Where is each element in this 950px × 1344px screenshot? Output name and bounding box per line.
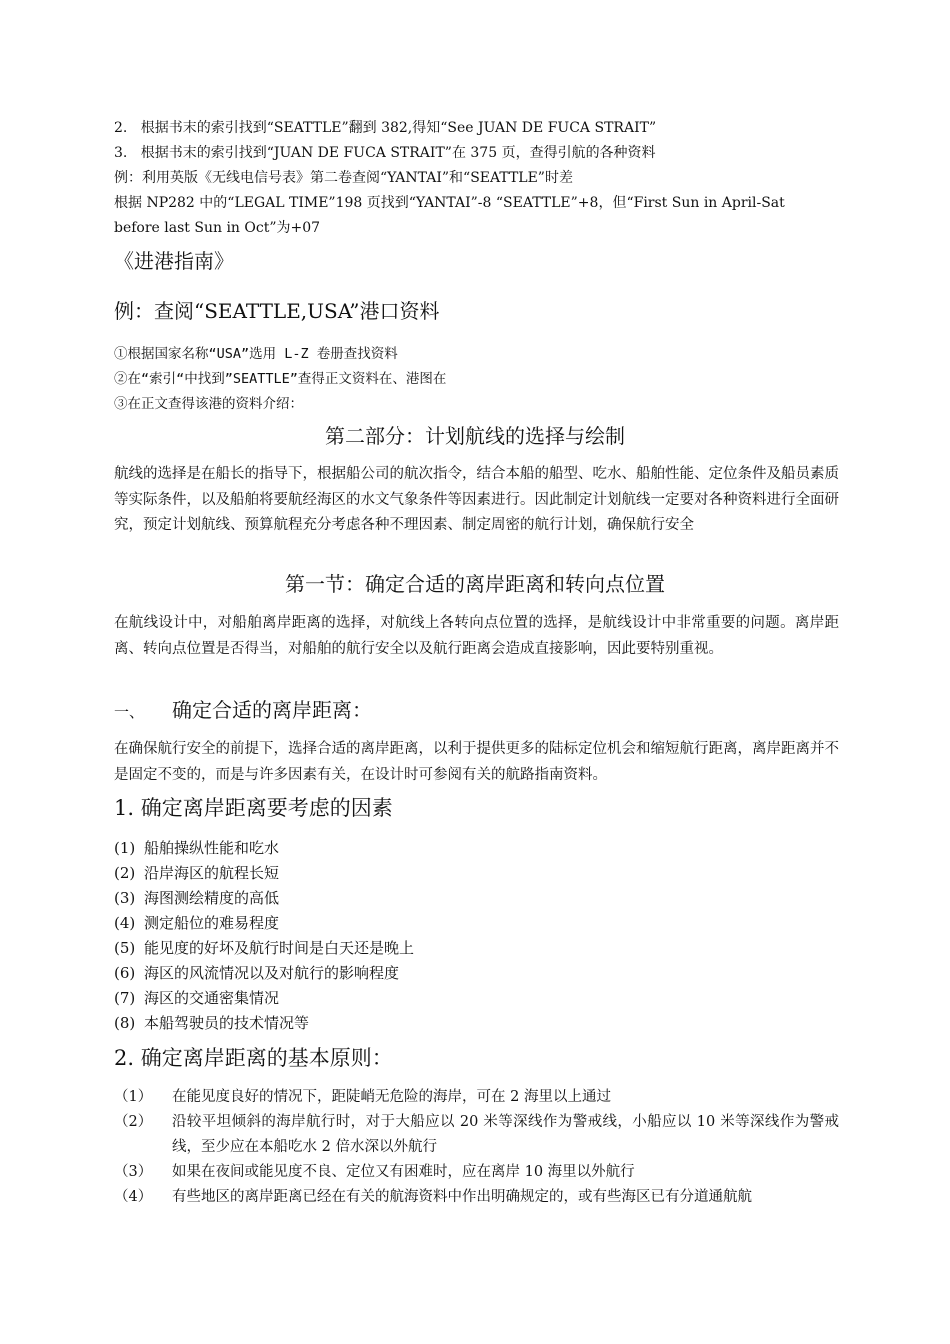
example-heading: 例：查阅“SEATTLE,USA”港口资料 xyxy=(114,299,440,323)
factor-item xyxy=(114,862,279,883)
legal-time-line: 根据 NP282 中的“LEGAL TIME”198 页找到“YANTAI”-8 “SEATTLE”+8，但“First Sun in April-Sat xyxy=(114,195,785,211)
part2-paragraph: 航线的选择是在船长的指导下，根据船公司的航次指令，结合本船的船型、吃水、船舶性能、定位条件及船员素质等实际条件，以及船舶将要航经海区的水文气象条件等因素进行。因此制定计划航线一定要对各种资料进行全面研究，预定计划航线、预算航程充分考虑各种不理因素、制定周密的航行计划，确保航行安全 xyxy=(114,466,839,533)
factor-number: (5) xyxy=(114,939,136,957)
radio-signal-example: 例：利用英版《无线电信号表》第二卷查阅“YANTAI”和“SEATTLE”时差 xyxy=(114,170,573,186)
principle-item xyxy=(114,1085,839,1110)
factor-number: (3) xyxy=(114,889,136,907)
factor-text: 海区的风流情况以及对航行的影响程度 xyxy=(144,964,400,982)
principle-number: （2） xyxy=(114,1114,153,1130)
principle-number: （3） xyxy=(114,1164,153,1180)
factor-text: 海区的交通密集情况 xyxy=(144,989,280,1007)
step-1: ①根据国家名称“USA”选用 L-Z 卷册查找资料 xyxy=(114,346,398,362)
factors-heading: 1. 确定离岸距离要考虑的因素 xyxy=(114,796,393,820)
sub1-heading xyxy=(114,694,372,723)
factor-item xyxy=(114,962,399,983)
principle-item xyxy=(114,1185,839,1210)
factor-item xyxy=(114,937,414,958)
factor-item xyxy=(114,837,279,858)
index-step-3: 3. 根据书末的索引找到“JUAN DE FUCA STRAIT”在 375 页，查得引航的各种资料 xyxy=(114,145,656,161)
index-step-2: 2. 根据书末的索引找到“SEATTLE”翻到 382,得知“See JUAN DE FUCA STRAIT” xyxy=(114,120,657,136)
principle-item xyxy=(114,1160,839,1185)
principle-text: 如果在夜间或能见度不良、定位又有困难时，应在离岸 10 海里以外航行 xyxy=(172,1164,635,1180)
principle-text: 有些地区的离岸距离已经在有关的航海资料中作出明确规定的，或有些海区已有分道通航航 xyxy=(172,1189,752,1205)
factor-number: (7) xyxy=(114,989,136,1007)
part2-title: 第二部分：计划航线的选择与绘制 xyxy=(325,424,625,448)
factor-text: 船舶操纵性能和吃水 xyxy=(144,839,280,857)
factor-item xyxy=(114,887,279,908)
factor-number: (1) xyxy=(114,839,136,857)
principles-heading: 2. 确定离岸距离的基本原则： xyxy=(114,1046,393,1070)
principle-text: 沿较平坦倾斜的海岸航行时，对于大船应以 20 米等深线作为警戒线，小船应以 10 米等深线作为警戒线，至少应在本船吃水 2 倍水深以外航行 xyxy=(172,1114,839,1155)
factor-item xyxy=(114,912,279,933)
section1-paragraph: 在航线设计中，对船舶离岸距离的选择，对航线上各转向点位置的选择，是航线设计中非常重要的问题。离岸距离、转向点位置是否得当，对船舶的航行安全以及航行距离会造成直接影响，因此要特别重视。 xyxy=(114,615,839,657)
factor-number: (4) xyxy=(114,914,136,932)
factor-text: 海图测绘精度的高低 xyxy=(144,889,280,907)
factor-item xyxy=(114,987,279,1008)
factor-text: 能见度的好坏及航行时间是白天还是晚上 xyxy=(144,939,415,957)
factor-text: 沿岸海区的航程长短 xyxy=(144,864,280,882)
principle-text: 在能见度良好的情况下，距陡峭无危险的海岸，可在 2 海里以上通过 xyxy=(172,1089,611,1105)
factor-number: (8) xyxy=(114,1014,136,1032)
sub1-title: 确定合适的离岸距离： xyxy=(172,698,372,722)
step-2: ②在“索引“中找到”SEATTLE”查得正文资料在、港图在 xyxy=(114,371,447,387)
step-3: ③在正文查得该港的资料介绍： xyxy=(114,396,303,412)
factor-text: 本船驾驶员的技术情况等 xyxy=(144,1014,310,1032)
factor-number: (2) xyxy=(114,864,136,882)
section1-title: 第一节：确定合适的离岸距离和转向点位置 xyxy=(285,572,665,596)
principle-number: （1） xyxy=(114,1089,153,1105)
legal-time-line-cont: before last Sun in Oct”为+07 xyxy=(114,220,321,236)
guide-title: 《进港指南》 xyxy=(114,249,234,273)
principle-item xyxy=(114,1110,839,1160)
factor-number: (6) xyxy=(114,964,136,982)
factor-item xyxy=(114,1012,309,1033)
principle-number: （4） xyxy=(114,1189,153,1205)
factor-text: 测定船位的难易程度 xyxy=(144,914,280,932)
sub1-paragraph: 在确保航行安全的前提下，选择合适的离岸距离，以利于提供更多的陆标定位机会和缩短航行距离，离岸距离并不是固定不变的，而是与许多因素有关，在设计时可参阅有关的航路指南资料。 xyxy=(114,741,839,783)
sub1-number: 一、 xyxy=(114,703,145,721)
